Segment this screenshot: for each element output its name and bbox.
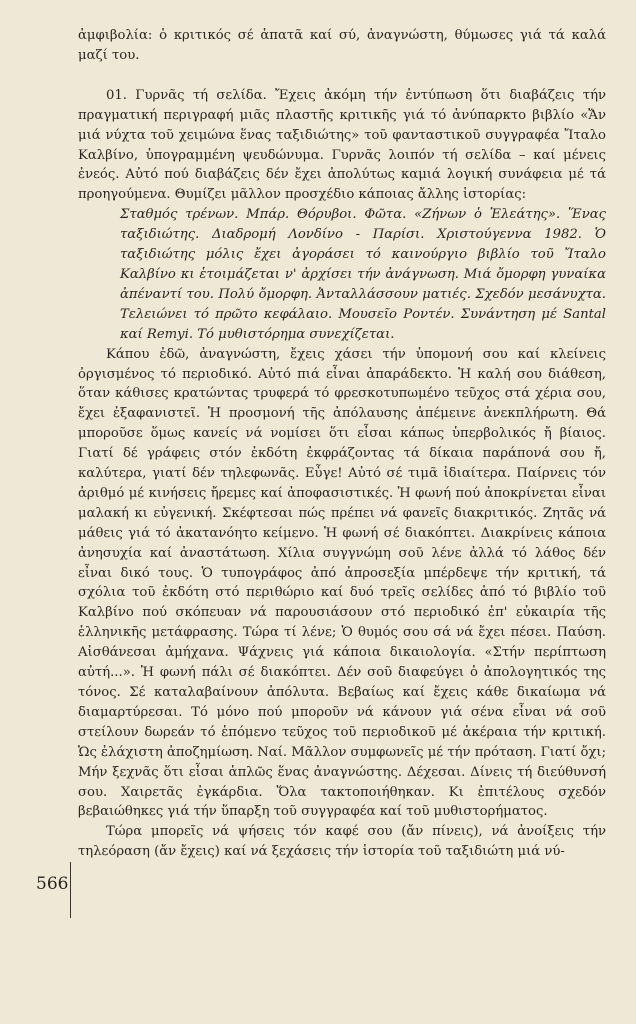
italic-quotation: Σταθμός τρένων. Μπάρ. Θόρυβοι. Φῶτα. «Ζήνων ὁ Ἐλεάτης». Ἕνας ταξιδιώτης. Διαδρομή Λονδίνο - Παρίσι. Χριστούγεννα 1982. Ὁ ταξιδιώτης μόλις ἔχει ἀγοράσει τό καινούργιο βιβλίο τοῦ Ἴταλο Καλβίνο κι ἑτοιμάζεται ν' ἀρχίσει τήν ἀνάγνωση. Μιά ὄμορφη γυναίκα ἀπέναντί του. Πολύ ὄμορφη. Ἀνταλλάσσουν ματιές. Σχεδόν μεσάνυχτα. Τελειώνει τό πρῶτο κεφάλαιο. Μουσεῖο Ροντέν. Συνάντηση μέ Santal καί Remyi. Τό μυθιστόρημα συνεχίζεται.: [120, 207, 606, 342]
page-text-block: [78, 26, 606, 862]
paragraph-section-01: 01. Γυρνᾶς τή σελίδα. Ἔχεις ἀκόμη τήν ἐντύπωση ὅτι διαβάζεις τήν πραγματική περιγραφή μιᾶς πλαστῆς κριτικῆς γιά τό ἀνύπαρκτο βιβλίο «Ἄν μιά νύχτα τοῦ χειμώνα ἕνας ταξιδιώτης» τοῦ φανταστικοῦ συγγραφέα Ἴταλο Καλβίνο, ὑπογραμμένη ψευδώνυμα. Γυρνᾶς λοιπόν τή σελίδα – καί μένεις ἐνεός. Αὐτό πού διαβάζεις δέν ἔχει ἀπολύτως καμιά λογική συνάφεια μέ τά προηγούμενα. Θυμίζει μᾶλλον προσχέδιο κάποιας ἄλλης ἱστορίας:: [78, 87, 606, 203]
margin-rule: [70, 862, 71, 918]
paragraph-reader-address: Κάπου ἐδῶ, ἀναγνώστη, ἔχεις χάσει τήν ὑπομονή σου καί κλείνεις ὀργισμένος τό περιοδικό. Αὐτό πιά εἶναι ἀπαράδεκτο. Ἡ καλή σου διάθεση, ὅταν κάθισες κρατώντας τρυφερά τό φρεσκοτυπωμένο τεῦχος στά χέρια σου, ἔχει ἐξαφανιστεῖ. Ἡ προσμονή τῆς ἀπόλαυσης ἀπέμεινε ἀνεκπλήρωτη. Θά μποροῦσε ὅμως κανείς νά νομίσει ὅτι εἶσαι κάπως ὑπερβολικός ἤ βίαιος. Γιατί δέ γράφεις στόν ἐκδότη ἐκφράζοντας τά δίκαια παράπονά σου ἤ, καλύτερα, γιατί δέν τηλεφωνᾶς. Εὖγε! Αὐτό σέ τιμᾶ ἰδιαίτερα. Παίρνεις τόν ἀριθμό μέ κινήσεις ἤρεμες καί ἀποφασιστικές. Ἡ φωνή πού ἀποκρίνεται εἶναι μαλακή κι εὐγενική. Σκέφτεσαι πώς πρέπει νά φανεῖς διακριτικός. Ζητᾶς νά μάθεις γιά τό ἀκατανόητο κείμενο. Ἡ φωνή σέ διακόπτει. Διακρίνεις κάποια ἀνησυχία καί ἀναστάτωση. Χίλια συγγνώμη σοῦ λένε ἀλλά τό λάθος δέν εἶναι δικό τους. Ὁ τυπογράφος ἀπό ἀπροσεξία μπέρδεψε τήν κριτική, τά σχόλια τοῦ ἐκδότη στό περιθώριο καί δυό τρεῖς σελίδες ἀπό τό βιβλίο τοῦ Καλβίνο πού σκόπευαν νά παρουσιάσουν στό περιοδικό ἐπ' εὐκαιρία τῆς ἑλληνικῆς μετάφρασης. Τώρα τί λένε; Ὁ θυμός σου σά νά ἔχει πέσει. Παύση. Αἰσθάνεσαι ἀμήχανα. Ψάχνεις γιά κάποια δικαιολογία. «Στήν περίπτωση αὐτή...». Ἡ φωνή πάλι σέ διακόπτει. Δέν σοῦ διαφεύγει ὁ ἀπολογητικός της τόνος. Σέ καταλαβαίνουν ἀπόλυτα. Βεβαίως καί ἔχεις κάθε δικαίωμα νά διαμαρτύρεσαι. Τό μόνο πού μποροῦν νά κάνουν γιά σένα εἶναι νά σοῦ στείλουν δωρεάν τό ἑπόμενο τεῦχος τοῦ περιοδικοῦ μέ ἀκέραια τήν κριτική. Ὡς ἐλάχιστη ἀποζημίωση. Ναί. Μᾶλλον συμφωνεῖς μέ τήν πρόταση. Γιατί ὄχι; Μήν ξεχνᾶς ὅτι εἶσαι ἁπλῶς ἕνας ἀναγνώστης. Δέχεσαι. Δίνεις τή διεύθυνσή σου. Χαιρετᾶς ἐγκάρδια. Ὅλα τακτοποιήθηκαν. Κι ἐπιτέλους σχεδόν βεβαιώθηκες γιά τήν ὕπαρξη τοῦ συγγραφέα καί τοῦ μυθιστορήματος.: [78, 346, 607, 820]
page-number: 566: [36, 874, 69, 894]
paragraph-continuation: ἀμφιβολία: ὁ κριτικός σέ ἀπατᾶ καί σύ, ἀναγνώστη, θύμωσες γιά τά καλά μαζί του.: [78, 28, 606, 63]
paragraph-closing: Τώρα μπορεῖς νά ψήσεις τόν καφέ σου (ἄν πίνεις), νά ἀνοίξεις τήν τηλεόραση (ἄν ἔχεις) καί νά ξεχάσεις τήν ἱστορία τοῦ ταξιδιώτη μιά νύ-: [78, 824, 606, 860]
